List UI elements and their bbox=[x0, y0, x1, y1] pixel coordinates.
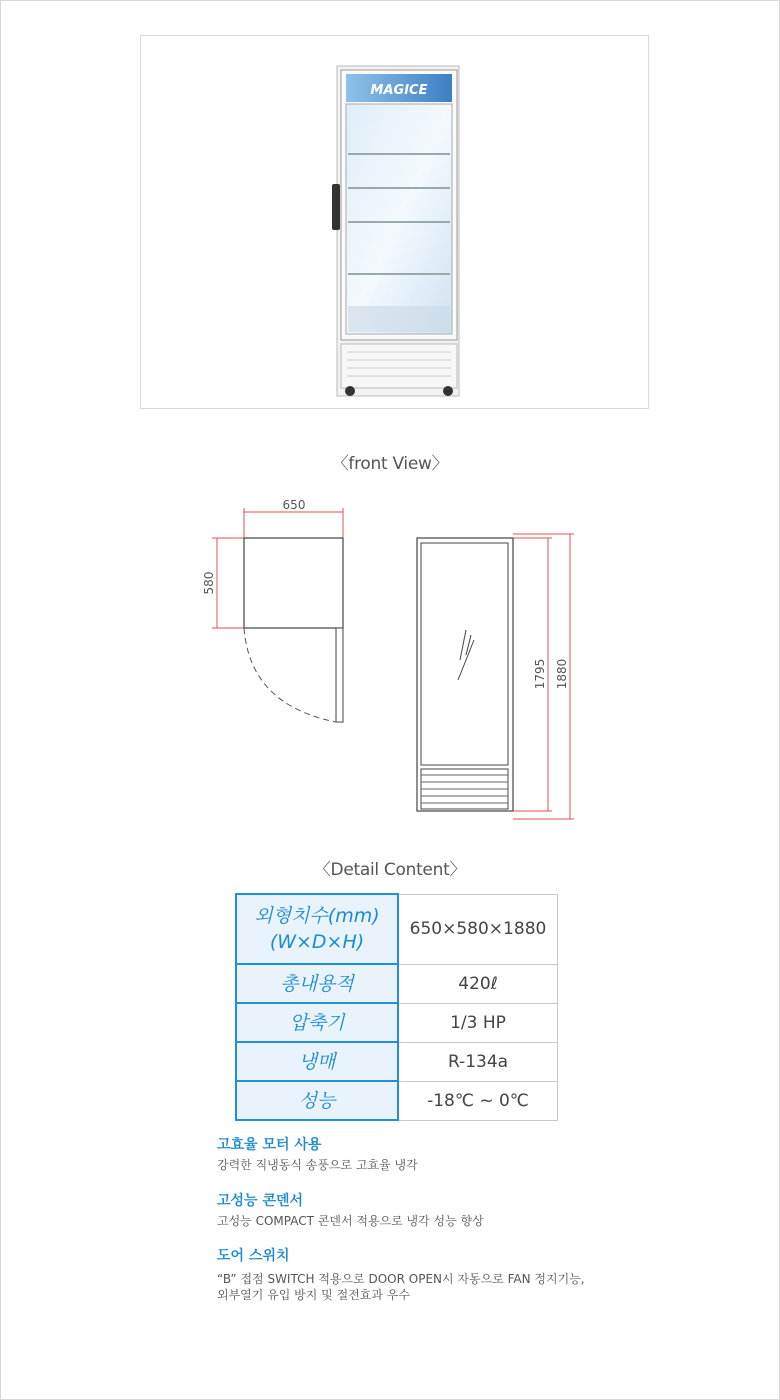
spec-label: 냉매 bbox=[236, 1042, 398, 1081]
feature-title: 고효율 모터 사용 bbox=[217, 1137, 322, 1153]
spec-value: R-134a bbox=[398, 1042, 558, 1081]
spec-table bbox=[235, 893, 558, 1121]
table-row bbox=[236, 964, 558, 1003]
total-height-label: 1880 bbox=[555, 658, 569, 690]
front-view-caption: 〈front View〉 bbox=[331, 454, 449, 474]
feature-title: 고성능 콘덴서 bbox=[217, 1193, 304, 1209]
table-row bbox=[236, 1081, 558, 1120]
spec-label-line: (W×D×H) bbox=[269, 931, 365, 953]
product-photo bbox=[140, 35, 649, 409]
spec-label: 총내용적 bbox=[236, 964, 398, 1003]
spec-label: 성능 bbox=[236, 1081, 398, 1120]
spec-value: 1/3 HP bbox=[398, 1003, 558, 1042]
dimension-drawing bbox=[0, 490, 780, 830]
width-label: 650 bbox=[282, 498, 306, 512]
feature-desc: 고성능 COMPACT 콘덴서 적용으로 냉각 성능 향상 bbox=[217, 1214, 484, 1228]
spec-value: 420ℓ bbox=[398, 964, 558, 1003]
refrigerator-illustration bbox=[141, 36, 648, 408]
table-row bbox=[236, 1042, 558, 1081]
spec-label bbox=[236, 894, 398, 964]
depth-label: 580 bbox=[202, 571, 216, 595]
front-view-drawing bbox=[417, 534, 574, 819]
feature-desc: 외부열기 유입 방지 및 절전효과 우수 bbox=[217, 1288, 410, 1302]
door-height-label: 1795 bbox=[533, 658, 547, 690]
detail-content-caption: 〈Detail Content〉 bbox=[313, 860, 467, 880]
feature-desc: 강력한 직냉동식 송풍으로 고효율 냉각 bbox=[217, 1158, 418, 1172]
spec-label: 압축기 bbox=[236, 1003, 398, 1042]
table-row bbox=[236, 894, 558, 964]
spec-value: 650×580×1880 bbox=[398, 894, 558, 964]
table-row bbox=[236, 1003, 558, 1042]
feature-desc: “B” 접점 SWITCH 적용으로 DOOR OPEN시 자동으로 FAN 정지기능, bbox=[217, 1272, 585, 1286]
brand-logo: MAGICE bbox=[370, 83, 428, 98]
spec-label-line: 외형치수(mm) bbox=[254, 905, 380, 927]
top-view bbox=[202, 498, 343, 722]
spec-value: -18℃ ~ 0℃ bbox=[398, 1081, 558, 1120]
feature-title: 도어 스위치 bbox=[217, 1248, 290, 1264]
